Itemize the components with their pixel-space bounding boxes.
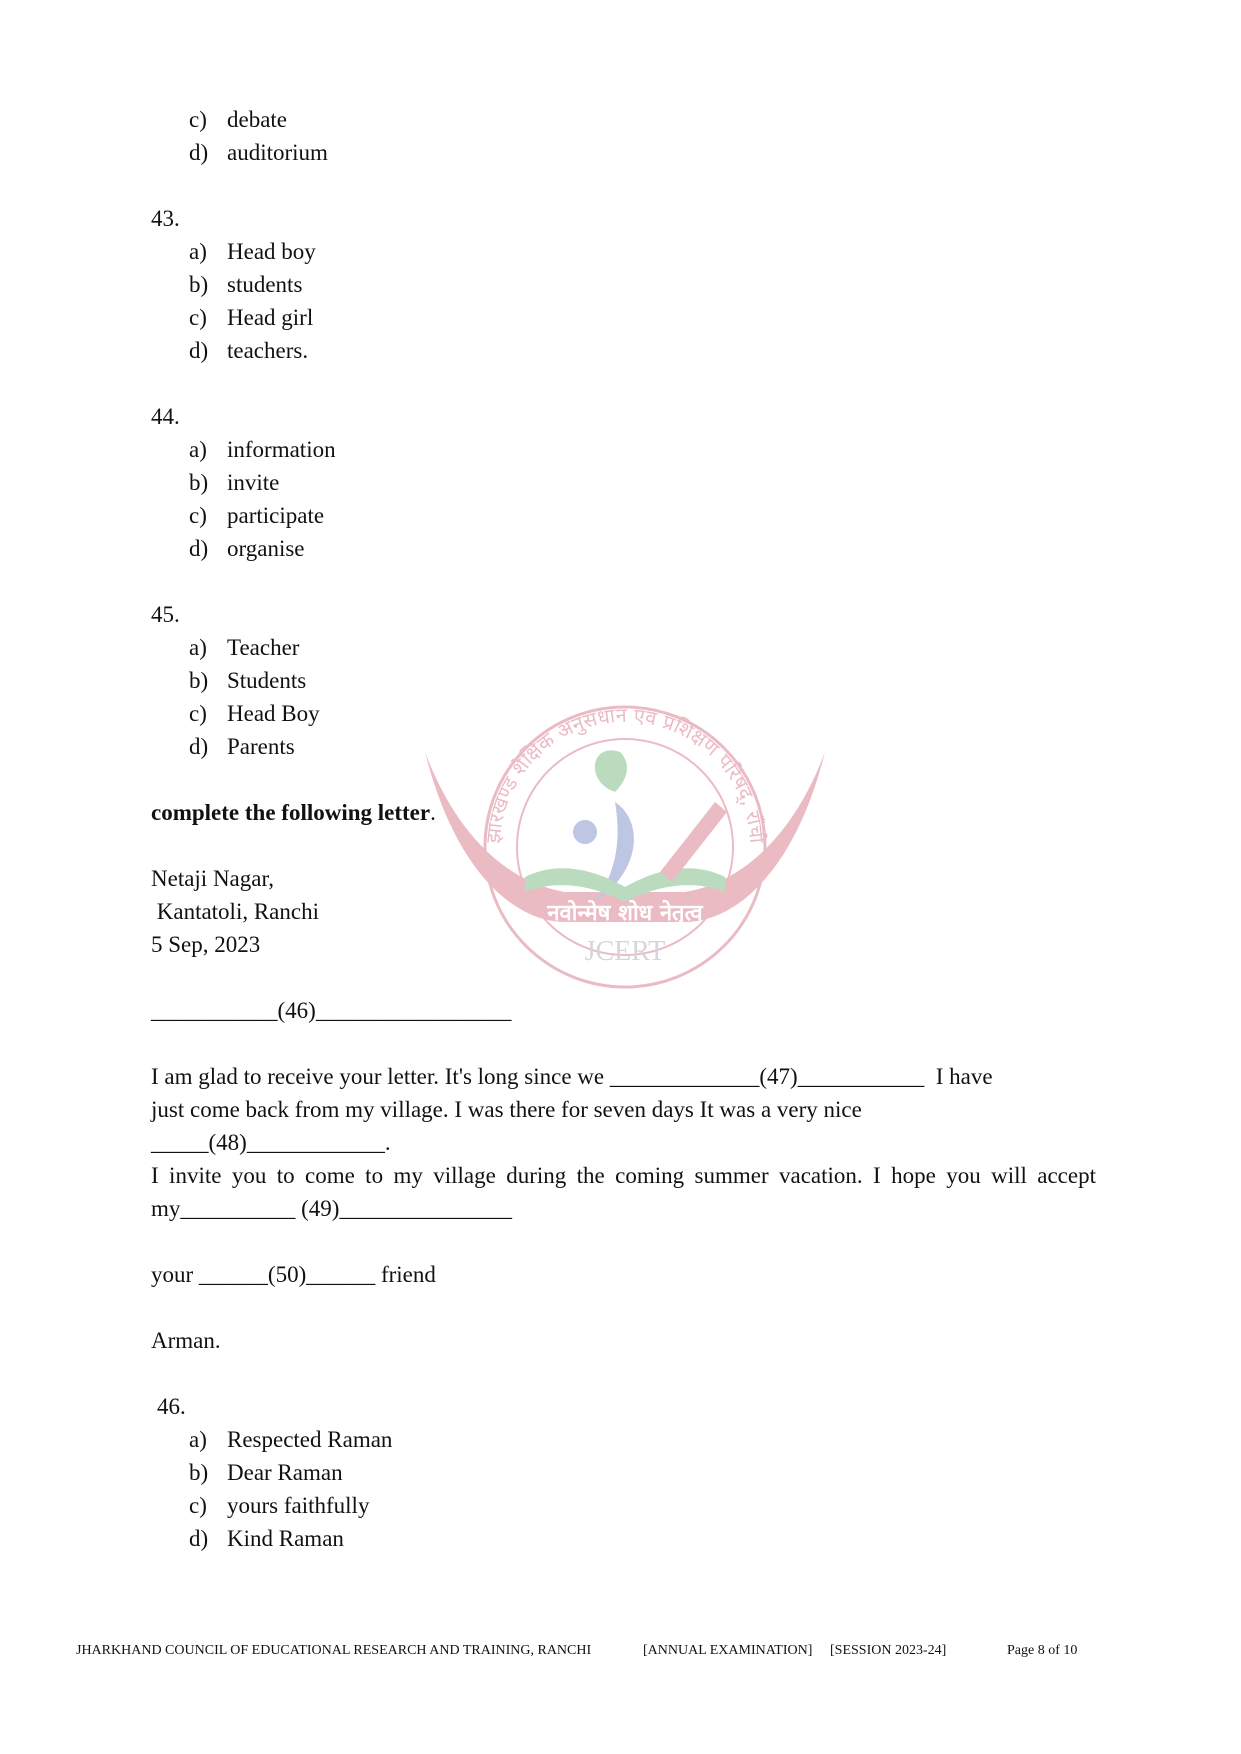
option-item: d) Kind Raman xyxy=(189,1526,344,1551)
watermark-abbr: JCERT xyxy=(584,936,666,967)
option-item: a) Respected Raman xyxy=(189,1427,393,1452)
letter-line: I am glad to receive your letter. It's long since we _____________(47)___________ I have xyxy=(151,1064,993,1089)
question-number: 44. xyxy=(151,404,180,429)
question-number: 45. xyxy=(151,602,180,627)
option-item: b) students xyxy=(189,272,303,297)
option-item: a) Head boy xyxy=(189,239,316,264)
option-item: c) Head girl xyxy=(189,305,314,330)
address-line: Kantatoli, Ranchi xyxy=(151,899,319,924)
letter-paragraph: I invite you to come to my village during the coming summer vacation. I hope you will accept my__________ (49)_______________ xyxy=(151,1163,1096,1221)
question-options xyxy=(151,631,1096,763)
question-options xyxy=(151,433,1096,565)
watermark-ring-text: झारखण्ड शैक्षिक अनुसंधान एवं प्रशिक्षण परिषद्, राँची xyxy=(480,702,770,845)
option-item: c) Head Boy xyxy=(189,701,320,726)
letter-closing: your ______(50)______ friend xyxy=(151,1262,436,1287)
letter-line: just come back from my village. I was there for seven days It was a very nice xyxy=(151,1097,862,1122)
address-line: Netaji Nagar, xyxy=(151,866,274,891)
watermark-motto: नवोन्मेष शोध नेतृत्व xyxy=(547,901,703,926)
option-item: a) information xyxy=(189,437,336,462)
footer-exam: [ANNUAL EXAMINATION] xyxy=(643,1643,813,1658)
question-options xyxy=(151,1423,1096,1555)
option-item: c) participate xyxy=(189,503,325,528)
letter-salutation-blank: ___________(46)_________________ xyxy=(151,998,512,1023)
footer-council: JHARKHAND COUNCIL OF EDUCATIONAL RESEARCH AND TRAINING, RANCHI xyxy=(76,1643,592,1658)
question-number: 46. xyxy=(157,1394,186,1419)
option-item: b) Students xyxy=(189,668,307,693)
option-item: b) Dear Raman xyxy=(189,1460,343,1485)
page-content xyxy=(151,103,1096,1588)
question-43 xyxy=(151,202,1096,367)
question-options xyxy=(151,235,1096,367)
question-number: 43. xyxy=(151,206,180,231)
option-item: c) yours faithfully xyxy=(189,1493,370,1518)
option-item: d) Parents xyxy=(189,734,295,759)
letter-instruction: complete the following letter. xyxy=(151,800,436,825)
letter-line: _____(48)____________. xyxy=(151,1130,391,1155)
footer-session: [SESSION 2023-24] xyxy=(830,1643,947,1658)
option-item: c) debate xyxy=(189,107,288,132)
option-item: d) teachers. xyxy=(189,338,309,363)
question-45 xyxy=(151,598,1096,763)
question-46 xyxy=(151,1390,1096,1423)
option-item: b) invite xyxy=(189,470,280,495)
question-44 xyxy=(151,400,1096,565)
letter-signature: Arman. xyxy=(151,1328,221,1353)
option-item: a) Teacher xyxy=(189,635,300,660)
letter-address xyxy=(151,862,1096,961)
q42-options-continued xyxy=(151,103,1096,169)
option-item: d) auditorium xyxy=(189,140,328,165)
letter-date: 5 Sep, 2023 xyxy=(151,932,261,957)
footer-page-number: Page 8 of 10 xyxy=(1007,1643,1078,1658)
letter-body xyxy=(151,1060,1096,1225)
option-item: d) organise xyxy=(189,536,305,561)
